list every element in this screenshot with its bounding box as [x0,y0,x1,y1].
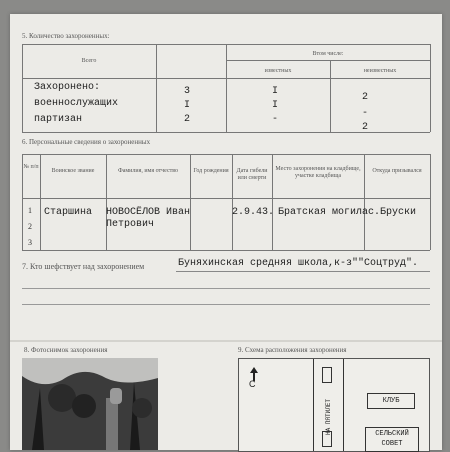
section7-value: Буняхинская средняя школа,к-з""Соцтруд". [178,258,419,269]
known-partisans: - [272,114,279,125]
row-label-buried: Захоронено: [34,82,101,93]
village-council-box [365,427,419,452]
paper-fold [10,340,442,342]
row-number-1: 1 [28,206,32,215]
section9-title: 9. Схема расположения захоронения [238,346,347,354]
entry-rank: Старшина [44,207,93,218]
entry-death-date: 2.9.43. [232,207,275,218]
entry-name-line1: НОВОСЁЛОВ Иван [106,207,191,218]
total-partisans: 2 [184,114,191,125]
header-rank: Воинское звание [51,168,95,174]
total-buried: 3 [184,86,191,97]
row-label-partisans: партизан [34,114,83,125]
header-from: Откуда призывался [372,168,422,174]
section8-title: 8. Фотоснимок захоронения [24,346,108,354]
known-military: I [272,100,279,111]
col-known-header: известных [264,68,292,74]
entry-name-line2: Петрович [106,219,155,230]
header-place: Место захоронения на кладбище, участке кладбища [275,166,361,179]
col-including-header: Втом числе: [312,51,344,57]
col-total-header: Всего [81,58,97,64]
passport-sheet [10,14,442,450]
header-num: № п/п [23,164,39,170]
burial-location-scheme [238,358,430,452]
burial-photo [22,358,158,450]
entry-origin: с.Бруски [368,207,417,218]
section6-title: 6. Персональные сведения о захороненных [22,138,151,146]
total-military: I [184,100,191,111]
row-number-2: 2 [28,222,32,231]
building-marker [322,431,332,447]
unknown-military: - [362,108,369,119]
col-unknown-header: неизвестных [363,68,397,74]
council-line2: СОВЕТ [381,440,403,448]
entry-burial-place: Братская могила [278,207,369,218]
header-name: Фамилия, имя отчество [117,168,179,174]
row-number-3: 3 [28,238,32,247]
section7-label: 7. Кто шефствует над захоронением [22,262,145,271]
known-buried: I [272,86,279,97]
council-line1: СЕЛЬСКИЙ [375,430,409,438]
club-box: КЛУБ [367,393,415,409]
section5-title: 5. Количество захороненных: [22,32,110,40]
monument-marker [322,367,332,383]
header-death: Дата гибели или смерти [236,168,268,181]
north-arrow-icon [249,367,259,381]
header-birth: Год рождения [193,168,229,174]
unknown-partisans: 2 [362,122,369,133]
row-label-military: военнослужащих [34,98,119,109]
street-label: НА ПЯТИЛЕТ [325,399,332,436]
north-label: С [249,379,256,389]
unknown-buried: 2 [362,92,369,103]
